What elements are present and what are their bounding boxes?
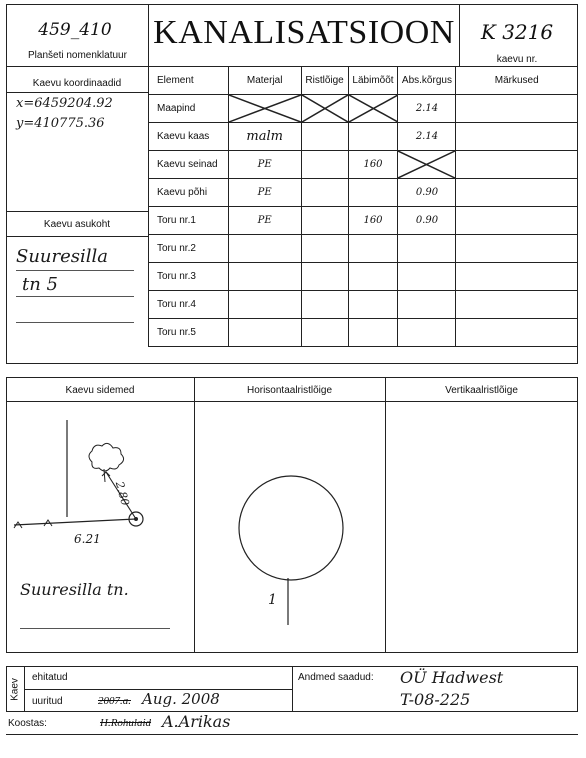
- well-number: K 3216: [480, 20, 554, 44]
- cross-section-value: [301, 123, 348, 151]
- well-elements-table: [148, 66, 578, 347]
- abs-height-value: [398, 291, 456, 319]
- diameter-value: [348, 263, 398, 291]
- remarks-value: [456, 95, 578, 123]
- table-row: [149, 123, 578, 151]
- location-label: Kaevu asukoht: [43, 219, 111, 230]
- diameter-value: 160: [348, 151, 398, 179]
- table-row: [149, 207, 578, 235]
- crossed-cell: [301, 95, 348, 123]
- built-label: ehitatud: [32, 672, 68, 683]
- location-line1: Suuresilla: [16, 246, 109, 267]
- crossed-cell: [228, 95, 301, 123]
- row-element: Toru nr.5: [149, 319, 229, 347]
- ties-heading: Kaevu sidemed: [65, 385, 135, 396]
- horizontal-section-heading: Horisontaalristlõige: [246, 385, 333, 396]
- data-from-ref: T-08-225: [400, 690, 471, 709]
- remarks-value: [456, 123, 578, 151]
- location-label-underline: [6, 236, 148, 237]
- street-underline: [20, 628, 170, 629]
- sheet-code: 459_410: [38, 20, 112, 40]
- row-element: Kaevu kaas: [149, 123, 229, 151]
- data-from-company: OÜ Hadwest: [400, 668, 504, 687]
- location-rule-3: [16, 322, 134, 323]
- header-divider-right: [459, 4, 460, 66]
- material-value: [228, 235, 301, 263]
- cross-section-value: [301, 263, 348, 291]
- coord-x: x=6459204.92: [16, 96, 113, 111]
- material-value: [228, 263, 301, 291]
- row-element: Toru nr.2: [149, 235, 229, 263]
- location-rule-1: [16, 270, 134, 271]
- row-element: Toru nr.3: [149, 263, 229, 291]
- material-value: [228, 291, 301, 319]
- abs-height-value: 0.90: [398, 179, 456, 207]
- col-header-material: Materjal: [228, 67, 301, 95]
- page-title: KANALISATSIOON: [153, 14, 455, 51]
- sketch-divider-2: [385, 377, 386, 653]
- reference-line-horizontal: [14, 519, 136, 525]
- col-header-cross-section: Ristlõige: [301, 67, 348, 95]
- diameter-value: [348, 123, 398, 151]
- diameter-value: [348, 179, 398, 207]
- row-element: Toru nr.1: [149, 207, 229, 235]
- cross-section-value: [301, 179, 348, 207]
- well-cross-section-circle: [239, 476, 343, 580]
- col-header-element: Element: [149, 67, 229, 95]
- col-header-abs-height: Abs.kõrgus: [398, 67, 456, 95]
- ties-sketch: [6, 402, 194, 552]
- well-number-label: kaevu nr.: [496, 54, 538, 65]
- row-element: Kaevu põhi: [149, 179, 229, 207]
- arrow-icon: [102, 472, 110, 476]
- table-row: [149, 319, 578, 347]
- table-row: [149, 263, 578, 291]
- row-element: Maapind: [149, 95, 229, 123]
- coords-label: Kaevu koordinaadid: [32, 78, 122, 89]
- remarks-value: [456, 207, 578, 235]
- row-element: Kaevu seinad: [149, 151, 229, 179]
- material-value: PE: [228, 151, 301, 179]
- coords-underline: [6, 92, 148, 93]
- material-value: malm: [228, 123, 301, 151]
- table-row: [149, 179, 578, 207]
- material-value: [228, 319, 301, 347]
- location-top-line: [6, 211, 148, 212]
- surveyed-label: uuritud: [32, 696, 63, 707]
- remarks-value: [456, 179, 578, 207]
- col-header-remarks: Märkused: [456, 67, 578, 95]
- cross-section-value: [301, 151, 348, 179]
- diameter-value: 160: [348, 207, 398, 235]
- compiled-underline: [6, 734, 578, 735]
- footer-side-label: Kaev: [9, 678, 21, 701]
- abs-height-value: [398, 235, 456, 263]
- remarks-value: [456, 319, 578, 347]
- table-row: [149, 291, 578, 319]
- abs-height-value: [398, 263, 456, 291]
- tie-distance-1: 2.80: [112, 479, 132, 508]
- tree-icon: [89, 443, 124, 471]
- coord-y: y=410775.36: [16, 116, 105, 131]
- compiled-handwritten: A.Arikas: [162, 712, 231, 731]
- street-name: Suuresilla tn.: [20, 580, 129, 599]
- material-value: PE: [228, 207, 301, 235]
- data-from-label: Andmed saadud:: [298, 672, 374, 683]
- col-header-diameter: Läbimõõt: [348, 67, 398, 95]
- remarks-value: [456, 291, 578, 319]
- diameter-value: [348, 291, 398, 319]
- cross-section-value: [301, 235, 348, 263]
- material-value: PE: [228, 179, 301, 207]
- sheet-label: Planšeti nomenklatuur: [28, 50, 127, 61]
- abs-height-value: 2.14: [398, 123, 456, 151]
- tie-distance-2: 6.21: [74, 532, 101, 546]
- cross-section-value: [301, 319, 348, 347]
- vertical-section-heading: Vertikaalristlõige: [445, 385, 518, 396]
- cross-section-value: [301, 291, 348, 319]
- compiled-printed: H.Rohulaid: [100, 717, 152, 729]
- pipe-number: 1: [268, 592, 277, 608]
- abs-height-value: 2.14: [398, 95, 456, 123]
- surveyed-year-printed: 2007.a.: [98, 695, 131, 707]
- abs-height-value: 0.90: [398, 207, 456, 235]
- location-rule-2: [16, 296, 134, 297]
- diameter-value: [348, 235, 398, 263]
- horizontal-section-drawing: [195, 470, 385, 630]
- remarks-value: [456, 151, 578, 179]
- table-header-row: [149, 67, 578, 95]
- row-element: Toru nr.4: [149, 291, 229, 319]
- compiled-label: Koostas:: [8, 718, 47, 729]
- well-marker-inner: [134, 517, 138, 521]
- footer-mid-divider: [292, 666, 293, 712]
- table-row: [149, 235, 578, 263]
- remarks-value: [456, 235, 578, 263]
- header-divider-left: [148, 4, 149, 66]
- surveyed-date-handwritten: Aug. 2008: [142, 690, 220, 708]
- abs-height-value: [398, 319, 456, 347]
- table-row: [149, 151, 578, 179]
- crossed-cell: [348, 95, 398, 123]
- crossed-cell: [398, 151, 456, 179]
- cross-section-value: [301, 207, 348, 235]
- location-line2: tn 5: [22, 274, 58, 295]
- diameter-value: [348, 319, 398, 347]
- remarks-value: [456, 263, 578, 291]
- table-row: [149, 95, 578, 123]
